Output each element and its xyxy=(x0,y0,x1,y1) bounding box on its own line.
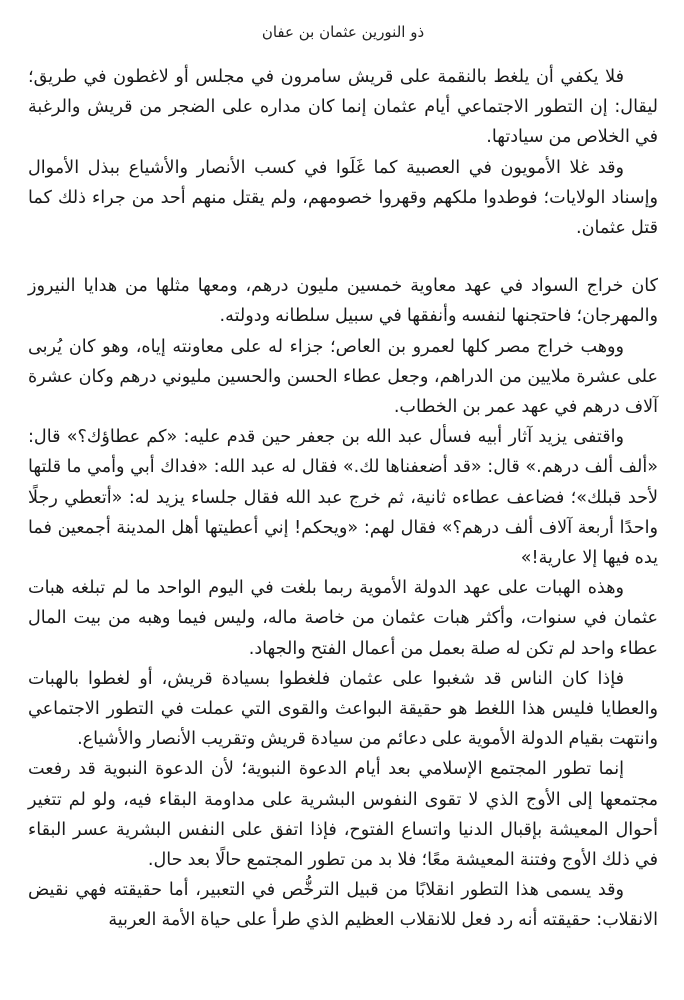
paragraph-2: وقد غلا الأمويون في العصبية كما غَلَوا في كسب الأنصار والأشياع ببذل الأموال وإسناد الولايات؛ فوطدوا ملكهم وقهروا خصومهم، ولم يقتل منهم أحد من جراء ذلك كما قتل عثمان. xyxy=(28,157,658,239)
paragraph-8: إنما تطور المجتمع الإسلامي بعد أيام الدعوة النبوية؛ لأن الدعوة النبوية قد رفعت مجتمعها إلى الأوج الذي لا تقوى النفوس البشرية على مداومة البقاء فيه، ولو لم تتغير أحوال المعيشة بإقبال الدنيا واتساع الفتوح، فإذا اتفق على النفس البشرية عسر البقاء في ذلك الأوج وفتنة المعيشة معًا؛ فلا بد من تطور المجتمع حالًا بعد حال. xyxy=(28,759,658,871)
paragraph-6: وهذه الهبات على عهد الدولة الأموية ربما بلغت في اليوم الواحد ما لم تبلغه هبات عثمان في سنوات، وأكثر هبات عثمان من خاصة ماله، وليس فيما وهبه من بيت المال عطاء واحد لم تكن له صلة بعمل من أعمال الفتح والجهاد. xyxy=(28,578,658,659)
running-title: ذو النورين عثمان بن عفان xyxy=(261,23,425,41)
paragraph-4: ووهب خراج مصر كلها لعمرو بن العاص؛ جزاء له على معاونته إياه، وهو كان يُربى على عشرة ملايين من الدراهم، وجعل عطاء الحسن والحسين مليوني درهم وكان عشرة آلاف درهم في عهد عمر بن الخطاب. xyxy=(28,336,658,418)
paragraph-1: فلا يكفي أن يلغط بالنقمة على قريش سامرون في مجلس أو لاغطون في طريق؛ ليقال: إن التطور الاجتماعي أيام عثمان إنما كان مداره على الضجر من قريش والرغبة في الخلاص من سيادتها. xyxy=(28,67,658,148)
paragraph-7: فإذا كان الناس قد شغبوا على عثمان فلغطوا بسيادة قريش، أو لغطوا بالهبات والعطايا فليس هذا اللغط هو حقيقة البواعث والقوى التي عملت في التطور الاجتماعي وانتهت بقيام الدولة الأموية على دعائم من سيادة قريش وتقريب الأنصار والأشياع. xyxy=(28,668,658,750)
paragraph-5: واقتفى يزيد آثار أبيه فسأل عبد الله بن جعفر حين قدم عليه: «كم عطاؤك؟» قال: «ألف ألف درهم.» قال: «قد أضعفناها لك.» فقال له عبد الله: «فداك أبي وأمي ما قلتها لأحد قبلك»؛ فضاعف عطاءه ثانية، ثم خرج عبد الله فقال جلساء يزيد له: «أتعطي رجلًا واحدًا أربعة آلاف ألف درهم؟» فقال لهم: «ويحكم! إني أعطيتها أهل المدينة أجمعين فما يده فيها إلا عارية!» xyxy=(28,427,658,569)
body-text xyxy=(28,62,658,936)
paragraph-9: وقد يسمى هذا التطور انقلابًا من قبيل الترخُّص في التعبير، أما حقيقته فهي نقيض الانقلاب: حقيقته أنه رد فعل للانقلاب العظيم الذي طرأ على حياة الأمة العربية xyxy=(28,880,658,931)
section-gap xyxy=(28,243,658,271)
paragraph-3: كان خراج السواد في عهد معاوية خمسين مليون درهم، ومعها مثلها من هدايا النيروز والمهرجان؛ فاحتجنها لنفسه وأنفقها في سبيل سلطانه ودولته. xyxy=(28,276,658,327)
running-header xyxy=(28,0,658,62)
